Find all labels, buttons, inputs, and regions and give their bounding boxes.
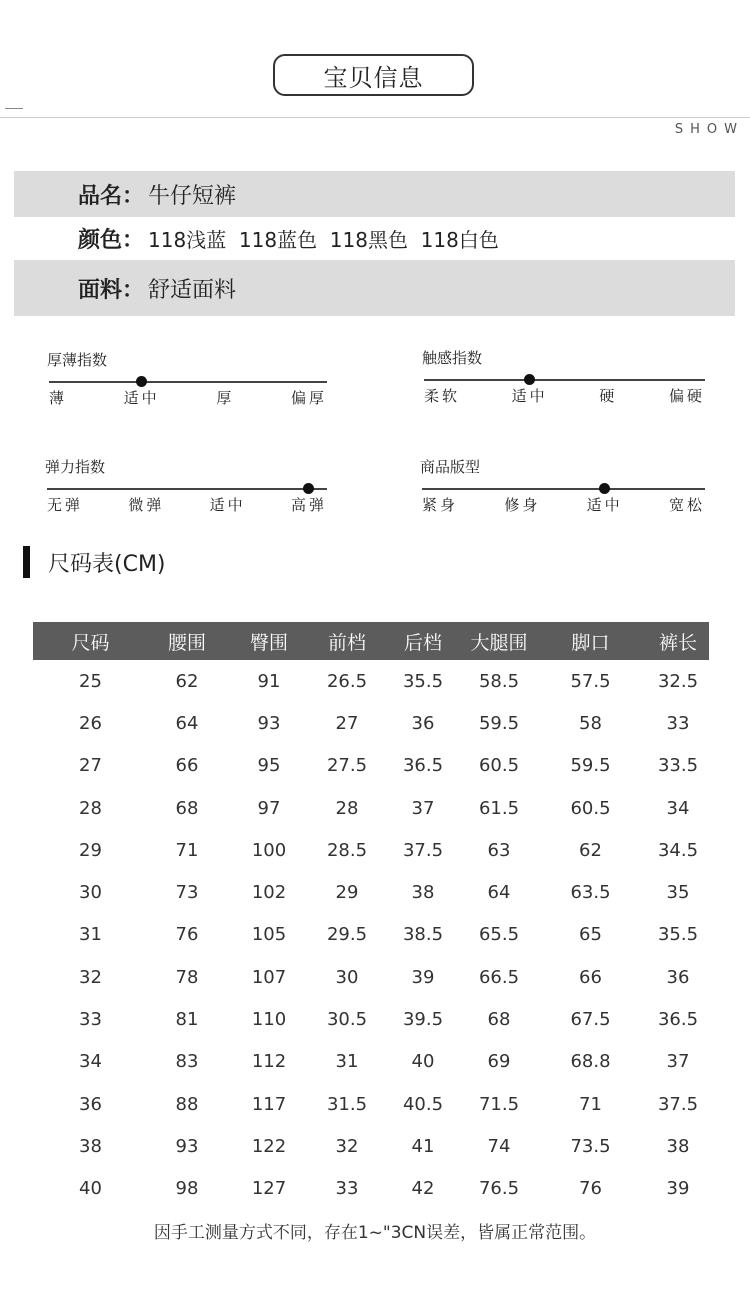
table-cell: 71 — [175, 839, 199, 861]
table-cell: 66 — [175, 755, 199, 777]
table-cell: 40.5 — [402, 1093, 444, 1115]
elastic-index-line — [47, 488, 327, 490]
fit-index-line — [422, 488, 705, 490]
table-cell: 34 — [666, 797, 690, 819]
table-cell: 38 — [79, 1135, 102, 1157]
table-row — [33, 660, 709, 702]
table-cell: 105 — [251, 924, 287, 946]
table-cell: 68.8 — [570, 1051, 611, 1073]
table-cell: 37 — [666, 1051, 690, 1073]
table-cell: 33.5 — [657, 755, 699, 777]
table-cell: 97 — [257, 797, 281, 819]
column-header: 大腿围 — [470, 631, 528, 654]
table-cell: 64 — [175, 712, 199, 734]
table-row — [33, 1083, 709, 1125]
show-tag: SHOW — [674, 122, 744, 137]
table-cell: 76 — [175, 924, 199, 946]
table-cell: 29 — [335, 882, 359, 904]
table-row — [33, 914, 709, 956]
table-cell: 33 — [666, 712, 690, 734]
table-cell: 76 — [579, 1178, 602, 1200]
table-cell: 61.5 — [478, 797, 520, 819]
thickness-tick: 适中 — [123, 389, 160, 407]
table-cell: 110 — [251, 1009, 287, 1031]
table-cell: 98 — [175, 1178, 199, 1200]
color-label: 颜色： — [78, 228, 145, 253]
table-cell: 71.5 — [478, 1093, 520, 1115]
table-cell: 66.5 — [478, 966, 520, 988]
column-header: 裤长 — [658, 631, 697, 654]
table-cell: 36 — [79, 1093, 102, 1115]
table-cell: 71 — [579, 1093, 602, 1115]
table-cell: 127 — [251, 1178, 287, 1200]
table-cell: 102 — [251, 882, 287, 904]
table-cell: 35 — [666, 882, 690, 904]
thickness-index-title: 厚薄指数 — [47, 351, 108, 369]
table-cell: 78 — [175, 966, 199, 988]
touch-index-marker — [524, 374, 535, 385]
table-row — [33, 998, 709, 1040]
table-cell: 66 — [579, 966, 602, 988]
table-cell: 112 — [251, 1051, 287, 1073]
table-row — [33, 702, 709, 744]
table-cell: 36 — [666, 966, 690, 988]
elastic-tick: 适中 — [209, 496, 246, 514]
elastic-tick: 无弹 — [47, 496, 84, 514]
fit-tick: 适中 — [586, 496, 623, 514]
table-cell: 57.5 — [570, 670, 611, 692]
table-cell: 91 — [257, 670, 281, 692]
table-cell: 107 — [251, 966, 287, 988]
touch-tick: 柔软 — [424, 387, 461, 405]
table-cell: 40 — [79, 1178, 102, 1200]
table-row — [33, 1041, 709, 1083]
table-cell: 100 — [251, 839, 287, 861]
table-row — [33, 829, 709, 871]
thickness-tick: 偏厚 — [290, 389, 327, 407]
table-cell: 31.5 — [326, 1093, 368, 1115]
table-cell: 67.5 — [570, 1009, 611, 1031]
name-label: 品名： — [78, 183, 145, 209]
thickness-index-marker — [136, 376, 147, 387]
table-cell: 83 — [175, 1051, 199, 1073]
fabric-value: 舒适面料 — [148, 277, 237, 303]
table-cell: 63.5 — [570, 882, 611, 904]
table-cell: 59.5 — [570, 755, 611, 777]
table-cell: 35.5 — [402, 670, 444, 692]
size-table — [33, 622, 709, 1210]
table-header — [33, 622, 709, 660]
table-cell: 37.5 — [402, 839, 444, 861]
thickness-tick: 薄 — [49, 389, 68, 407]
table-cell: 76.5 — [478, 1178, 520, 1200]
touch-tick: 适中 — [511, 387, 548, 405]
table-cell: 73 — [175, 882, 199, 904]
table-cell: 41 — [411, 1135, 435, 1157]
table-row — [33, 1125, 709, 1167]
touch-index-title: 触感指数 — [422, 349, 483, 367]
divider — [0, 117, 750, 118]
table-cell: 27 — [335, 712, 359, 734]
heading-bar — [23, 546, 30, 578]
table-cell: 34 — [79, 1051, 102, 1073]
size-chart-heading — [23, 546, 166, 578]
table-cell: 93 — [175, 1135, 199, 1157]
fit-index-ticks — [422, 494, 705, 515]
info-row-name — [14, 171, 735, 217]
table-cell: 29.5 — [326, 924, 368, 946]
column-header: 尺码 — [71, 631, 110, 654]
table-cell: 28 — [79, 797, 102, 819]
table-cell: 64 — [487, 882, 511, 904]
divider-short — [5, 108, 23, 109]
table-row — [33, 1168, 709, 1210]
table-cell: 88 — [175, 1093, 199, 1115]
table-cell: 27.5 — [326, 755, 368, 777]
measurement-note: 因手工测量方式不同，存在1~"3CN误差，皆属正常范围。 — [153, 1223, 597, 1243]
table-cell: 39.5 — [402, 1009, 444, 1031]
table-cell: 26 — [79, 712, 102, 734]
table-cell: 59.5 — [478, 712, 520, 734]
table-cell: 65.5 — [478, 924, 520, 946]
table-cell: 38.5 — [402, 924, 444, 946]
name-value: 牛仔短裤 — [148, 183, 237, 209]
table-row — [33, 871, 709, 913]
table-cell: 34.5 — [657, 839, 699, 861]
table-cell: 25 — [79, 670, 102, 692]
fit-index-marker — [599, 483, 610, 494]
table-cell: 42 — [411, 1178, 435, 1200]
table-cell: 39 — [666, 1178, 690, 1200]
elastic-tick: 高弹 — [290, 496, 327, 514]
elastic-tick: 微弹 — [128, 496, 165, 514]
table-cell: 33 — [335, 1178, 359, 1200]
table-cell: 28 — [335, 797, 359, 819]
table-body — [33, 660, 709, 1210]
color-value: 118浅蓝 118蓝色 118黑色 118白色 — [148, 228, 499, 252]
table-cell: 32 — [79, 966, 102, 988]
table-cell: 58 — [579, 712, 602, 734]
touch-tick: 偏硬 — [668, 387, 705, 405]
product-info — [14, 171, 735, 316]
table-cell: 58.5 — [478, 670, 520, 692]
table-cell: 63 — [487, 839, 511, 861]
fabric-label: 面料： — [78, 277, 145, 303]
table-cell: 81 — [175, 1009, 199, 1031]
table-cell: 60.5 — [478, 755, 520, 777]
table-row — [33, 787, 709, 829]
table-cell: 74 — [487, 1135, 511, 1157]
table-cell: 31 — [335, 1051, 359, 1073]
table-cell: 73.5 — [570, 1135, 611, 1157]
table-cell: 36.5 — [402, 755, 444, 777]
table-cell: 38 — [411, 882, 435, 904]
touch-index-ticks — [424, 385, 705, 406]
column-header: 前档 — [327, 631, 366, 654]
elastic-index-ticks — [47, 494, 327, 515]
size-chart-title: 尺码表(CM) — [48, 551, 166, 577]
table-row — [33, 956, 709, 998]
table-cell: 30.5 — [326, 1009, 368, 1031]
elastic-index-title: 弹力指数 — [45, 458, 106, 476]
table-cell: 31 — [79, 924, 102, 946]
info-row-color — [14, 217, 735, 260]
fit-index-title: 商品版型 — [420, 458, 481, 476]
table-cell: 35.5 — [657, 924, 699, 946]
fit-tick: 修身 — [504, 496, 541, 514]
column-header: 后档 — [403, 631, 442, 654]
table-cell: 95 — [257, 755, 281, 777]
table-cell: 29 — [79, 839, 102, 861]
touch-tick: 硬 — [599, 387, 618, 405]
table-cell: 69 — [487, 1051, 511, 1073]
table-cell: 40 — [411, 1051, 435, 1073]
table-cell: 36.5 — [657, 1009, 699, 1031]
column-header: 脚口 — [571, 631, 610, 654]
table-row — [33, 745, 709, 787]
table-cell: 39 — [411, 966, 435, 988]
thickness-index-ticks — [49, 387, 327, 408]
table-cell: 37 — [411, 797, 435, 819]
column-header: 腰围 — [167, 631, 206, 654]
table-cell: 68 — [175, 797, 199, 819]
fit-tick: 宽松 — [668, 496, 705, 514]
table-cell: 60.5 — [570, 797, 611, 819]
elastic-index-marker — [303, 483, 314, 494]
table-cell: 62 — [175, 670, 199, 692]
section-title: 宝贝信息 — [273, 54, 474, 96]
thickness-tick: 厚 — [216, 389, 235, 407]
table-cell: 28.5 — [326, 839, 368, 861]
table-cell: 30 — [335, 966, 359, 988]
table-cell: 68 — [487, 1009, 511, 1031]
table-cell: 30 — [79, 882, 102, 904]
table-cell: 27 — [79, 755, 102, 777]
table-cell: 32.5 — [657, 670, 699, 692]
table-cell: 36 — [411, 712, 435, 734]
thickness-index-line — [49, 381, 327, 383]
table-cell: 38 — [666, 1135, 690, 1157]
touch-index-line — [424, 379, 705, 381]
fit-tick: 紧身 — [422, 496, 459, 514]
table-cell: 122 — [251, 1135, 287, 1157]
column-header: 臀围 — [249, 631, 288, 654]
table-cell: 37.5 — [657, 1093, 699, 1115]
table-cell: 26.5 — [326, 670, 368, 692]
table-cell: 32 — [335, 1135, 359, 1157]
info-row-fabric — [14, 260, 735, 316]
table-cell: 65 — [579, 924, 602, 946]
table-cell: 33 — [79, 1009, 102, 1031]
table-cell: 62 — [579, 839, 602, 861]
table-cell: 93 — [257, 712, 281, 734]
table-cell: 117 — [251, 1093, 287, 1115]
